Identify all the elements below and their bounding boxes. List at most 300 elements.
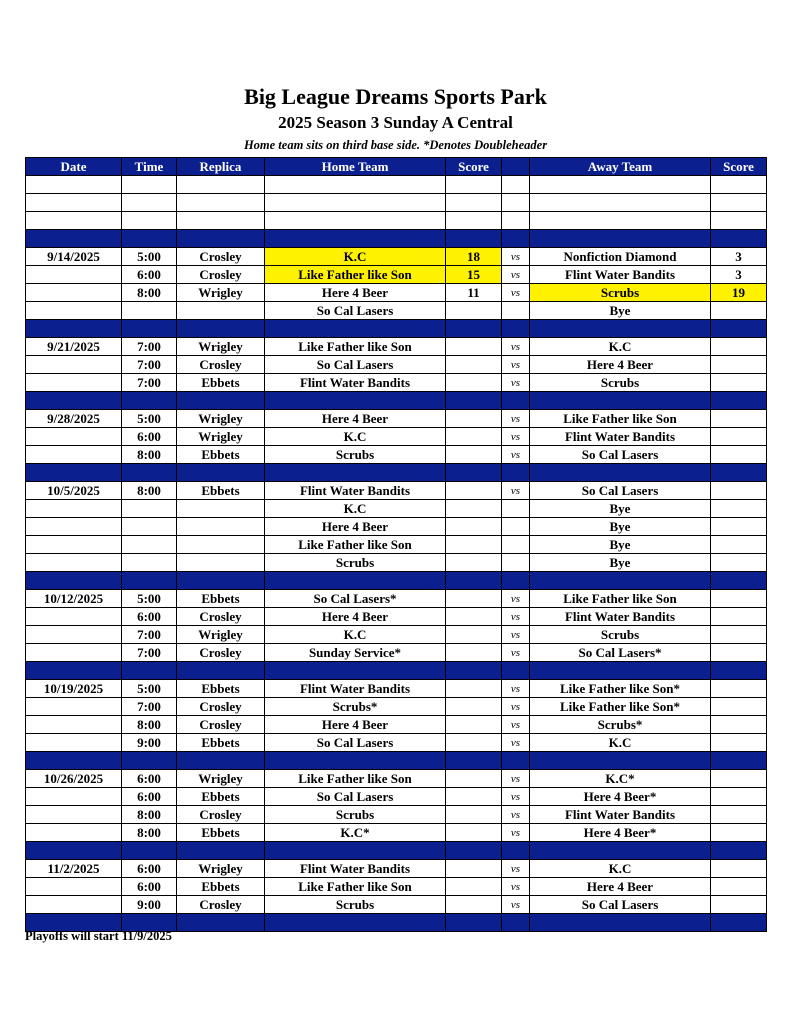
home-score-cell <box>446 374 502 392</box>
separator-cell <box>26 320 122 338</box>
game-row <box>26 302 767 320</box>
replica-cell <box>177 500 265 518</box>
col-home-team: Home Team <box>265 158 446 176</box>
vs-cell <box>502 500 530 518</box>
replica-cell: Ebbets <box>177 590 265 608</box>
home-score-cell <box>446 176 502 194</box>
separator-cell <box>122 230 177 248</box>
home-score-cell: 11 <box>446 284 502 302</box>
home-team-cell: Flint Water Bandits <box>265 680 446 698</box>
away-team-cell: Bye <box>530 500 711 518</box>
away-score-cell <box>711 716 767 734</box>
time-cell: 7:00 <box>122 698 177 716</box>
date-cell <box>26 806 122 824</box>
home-score-cell <box>446 806 502 824</box>
game-row <box>26 500 767 518</box>
home-team-cell <box>265 176 446 194</box>
week-separator <box>26 662 767 680</box>
replica-cell: Wrigley <box>177 338 265 356</box>
home-score-cell <box>446 590 502 608</box>
vs-cell: vs <box>502 266 530 284</box>
week-separator <box>26 464 767 482</box>
vs-cell: vs <box>502 410 530 428</box>
away-score-cell <box>711 644 767 662</box>
replica-cell: Wrigley <box>177 860 265 878</box>
separator-cell <box>265 320 446 338</box>
away-team-cell: Here 4 Beer* <box>530 788 711 806</box>
date-cell <box>26 734 122 752</box>
replica-cell: Ebbets <box>177 446 265 464</box>
vs-cell: vs <box>502 608 530 626</box>
away-team-cell: Nonfiction Diamond <box>530 248 711 266</box>
separator-cell <box>711 662 767 680</box>
date-cell <box>26 896 122 914</box>
vs-cell: vs <box>502 770 530 788</box>
away-team-cell: Bye <box>530 536 711 554</box>
time-cell <box>122 554 177 572</box>
vs-cell <box>502 554 530 572</box>
away-team-cell: Flint Water Bandits <box>530 608 711 626</box>
separator-cell <box>502 572 530 590</box>
separator-cell <box>502 914 530 932</box>
time-cell: 6:00 <box>122 428 177 446</box>
home-score-cell <box>446 860 502 878</box>
time-cell <box>122 176 177 194</box>
separator-cell <box>122 572 177 590</box>
separator-cell <box>122 464 177 482</box>
home-score-cell: 15 <box>446 266 502 284</box>
replica-cell: Crosley <box>177 356 265 374</box>
home-team-cell: Scrubs <box>265 896 446 914</box>
time-cell: 8:00 <box>122 284 177 302</box>
away-score-cell <box>711 860 767 878</box>
vs-cell: vs <box>502 806 530 824</box>
blank-row <box>26 212 767 230</box>
home-score-cell <box>446 644 502 662</box>
week-separator <box>26 752 767 770</box>
separator-cell <box>711 914 767 932</box>
vs-cell: vs <box>502 590 530 608</box>
replica-cell: Wrigley <box>177 410 265 428</box>
week-separator <box>26 842 767 860</box>
week-separator <box>26 572 767 590</box>
home-team-cell: So Cal Lasers <box>265 734 446 752</box>
away-team-cell: Flint Water Bandits <box>530 428 711 446</box>
blank-row <box>26 176 767 194</box>
separator-cell <box>177 572 265 590</box>
home-score-cell <box>446 428 502 446</box>
home-team-cell: K.C <box>265 248 446 266</box>
away-team-cell <box>530 176 711 194</box>
date-cell <box>26 626 122 644</box>
separator-cell <box>446 842 502 860</box>
separator-cell <box>177 230 265 248</box>
separator-cell <box>177 752 265 770</box>
game-row <box>26 284 767 302</box>
home-score-cell <box>446 788 502 806</box>
col-away-team: Away Team <box>530 158 711 176</box>
replica-cell: Crosley <box>177 608 265 626</box>
separator-cell <box>446 914 502 932</box>
replica-cell: Crosley <box>177 248 265 266</box>
home-team-cell: Like Father like Son <box>265 770 446 788</box>
separator-cell <box>177 662 265 680</box>
date-cell <box>26 446 122 464</box>
away-score-cell <box>711 194 767 212</box>
away-score-cell <box>711 500 767 518</box>
vs-cell: vs <box>502 374 530 392</box>
game-row <box>26 518 767 536</box>
date-cell <box>26 374 122 392</box>
game-row <box>26 590 767 608</box>
separator-cell <box>446 752 502 770</box>
date-cell: 10/12/2025 <box>26 590 122 608</box>
away-team-cell: Like Father like Son <box>530 590 711 608</box>
home-team-cell: Here 4 Beer <box>265 284 446 302</box>
col-away-score: Score <box>711 158 767 176</box>
home-team-cell: K.C <box>265 500 446 518</box>
away-team-cell: So Cal Lasers <box>530 446 711 464</box>
game-row <box>26 716 767 734</box>
separator-cell <box>265 230 446 248</box>
separator-cell <box>177 320 265 338</box>
home-team-cell: Here 4 Beer <box>265 608 446 626</box>
home-team-cell: Flint Water Bandits <box>265 374 446 392</box>
game-row <box>26 410 767 428</box>
game-row <box>26 878 767 896</box>
replica-cell <box>177 518 265 536</box>
time-cell: 6:00 <box>122 878 177 896</box>
home-score-cell <box>446 878 502 896</box>
separator-cell <box>711 320 767 338</box>
vs-cell: vs <box>502 446 530 464</box>
separator-cell <box>530 662 711 680</box>
away-team-cell: K.C <box>530 860 711 878</box>
away-team-cell: Scrubs <box>530 374 711 392</box>
separator-cell <box>530 842 711 860</box>
date-cell: 10/5/2025 <box>26 482 122 500</box>
separator-cell <box>530 572 711 590</box>
separator-cell <box>177 464 265 482</box>
away-team-cell: Like Father like Son* <box>530 680 711 698</box>
replica-cell: Ebbets <box>177 878 265 896</box>
separator-cell <box>446 662 502 680</box>
replica-cell: Ebbets <box>177 824 265 842</box>
home-team-cell: Here 4 Beer <box>265 518 446 536</box>
time-cell <box>122 212 177 230</box>
away-score-cell <box>711 824 767 842</box>
separator-cell <box>122 662 177 680</box>
game-row <box>26 554 767 572</box>
date-cell <box>26 212 122 230</box>
vs-cell: vs <box>502 878 530 896</box>
home-team-cell: K.C* <box>265 824 446 842</box>
game-row <box>26 338 767 356</box>
home-score-cell <box>446 536 502 554</box>
replica-cell: Ebbets <box>177 680 265 698</box>
separator-cell <box>502 230 530 248</box>
vs-cell <box>502 194 530 212</box>
separator-cell <box>502 320 530 338</box>
home-team-cell <box>265 212 446 230</box>
date-cell <box>26 554 122 572</box>
game-row <box>26 536 767 554</box>
home-score-cell <box>446 518 502 536</box>
away-score-cell <box>711 896 767 914</box>
home-team-cell: Flint Water Bandits <box>265 860 446 878</box>
away-team-cell: Like Father like Son <box>530 410 711 428</box>
game-row <box>26 644 767 662</box>
home-team-cell: Scrubs <box>265 554 446 572</box>
separator-cell <box>177 392 265 410</box>
away-team-cell <box>530 212 711 230</box>
vs-cell: vs <box>502 644 530 662</box>
home-score-cell <box>446 338 502 356</box>
home-team-cell: Here 4 Beer <box>265 716 446 734</box>
separator-cell <box>502 752 530 770</box>
replica-cell: Ebbets <box>177 788 265 806</box>
date-cell <box>26 302 122 320</box>
time-cell: 5:00 <box>122 680 177 698</box>
away-score-cell: 3 <box>711 266 767 284</box>
separator-cell <box>530 752 711 770</box>
vs-cell: vs <box>502 338 530 356</box>
time-cell <box>122 500 177 518</box>
time-cell: 7:00 <box>122 626 177 644</box>
vs-cell: vs <box>502 356 530 374</box>
page-subtitle: 2025 Season 3 Sunday A Central <box>278 113 513 132</box>
away-score-cell <box>711 590 767 608</box>
time-cell: 5:00 <box>122 590 177 608</box>
separator-cell <box>530 230 711 248</box>
vs-cell: vs <box>502 482 530 500</box>
home-score-cell <box>446 410 502 428</box>
away-score-cell <box>711 770 767 788</box>
home-team-cell: Like Father like Son <box>265 878 446 896</box>
replica-cell <box>177 176 265 194</box>
time-cell: 8:00 <box>122 482 177 500</box>
separator-cell <box>530 914 711 932</box>
game-row <box>26 698 767 716</box>
separator-cell <box>502 464 530 482</box>
home-score-cell <box>446 896 502 914</box>
home-team-cell: Scrubs <box>265 446 446 464</box>
date-cell: 10/19/2025 <box>26 680 122 698</box>
away-score-cell: 3 <box>711 248 767 266</box>
away-team-cell: So Cal Lasers <box>530 482 711 500</box>
replica-cell <box>177 536 265 554</box>
replica-cell <box>177 554 265 572</box>
away-score-cell <box>711 536 767 554</box>
separator-cell <box>26 842 122 860</box>
date-cell: 10/26/2025 <box>26 770 122 788</box>
game-row <box>26 806 767 824</box>
away-score-cell <box>711 554 767 572</box>
home-score-cell <box>446 770 502 788</box>
away-score-cell: 19 <box>711 284 767 302</box>
game-row <box>26 374 767 392</box>
away-score-cell <box>711 608 767 626</box>
home-team-cell: Sunday Service* <box>265 644 446 662</box>
away-score-cell <box>711 482 767 500</box>
time-cell: 6:00 <box>122 266 177 284</box>
home-score-cell <box>446 698 502 716</box>
time-cell: 8:00 <box>122 446 177 464</box>
replica-cell: Ebbets <box>177 482 265 500</box>
vs-cell: vs <box>502 860 530 878</box>
away-team-cell: Here 4 Beer* <box>530 824 711 842</box>
home-score-cell <box>446 824 502 842</box>
date-cell <box>26 698 122 716</box>
game-row <box>26 680 767 698</box>
time-cell: 7:00 <box>122 374 177 392</box>
away-team-cell: So Cal Lasers <box>530 896 711 914</box>
date-cell <box>26 284 122 302</box>
vs-cell: vs <box>502 734 530 752</box>
time-cell: 6:00 <box>122 860 177 878</box>
week-separator <box>26 320 767 338</box>
home-team-cell: Here 4 Beer <box>265 410 446 428</box>
col-home-score: Score <box>446 158 502 176</box>
home-score-cell <box>446 302 502 320</box>
time-cell: 7:00 <box>122 356 177 374</box>
separator-cell <box>26 230 122 248</box>
replica-cell: Ebbets <box>177 374 265 392</box>
separator-cell <box>446 392 502 410</box>
replica-cell <box>177 302 265 320</box>
date-cell <box>26 788 122 806</box>
blank-row <box>26 194 767 212</box>
col-replica: Replica <box>177 158 265 176</box>
game-row <box>26 266 767 284</box>
separator-cell <box>122 752 177 770</box>
date-cell <box>26 428 122 446</box>
replica-cell: Crosley <box>177 806 265 824</box>
home-score-cell <box>446 194 502 212</box>
separator-cell <box>446 464 502 482</box>
time-cell: 6:00 <box>122 608 177 626</box>
replica-cell: Crosley <box>177 644 265 662</box>
separator-cell <box>446 572 502 590</box>
page-title: Big League Dreams Sports Park <box>244 84 547 109</box>
away-team-cell: Flint Water Bandits <box>530 266 711 284</box>
separator-cell <box>446 230 502 248</box>
date-cell: 9/28/2025 <box>26 410 122 428</box>
separator-cell <box>502 842 530 860</box>
schedule-table <box>25 157 767 932</box>
separator-cell <box>530 464 711 482</box>
separator-cell <box>711 572 767 590</box>
time-cell: 7:00 <box>122 644 177 662</box>
away-team-cell: Here 4 Beer <box>530 356 711 374</box>
home-score-cell: 18 <box>446 248 502 266</box>
separator-cell <box>446 320 502 338</box>
away-score-cell <box>711 338 767 356</box>
home-score-cell <box>446 446 502 464</box>
vs-cell: vs <box>502 788 530 806</box>
replica-cell: Crosley <box>177 716 265 734</box>
vs-cell: vs <box>502 284 530 302</box>
home-team-cell: K.C <box>265 428 446 446</box>
game-row <box>26 788 767 806</box>
col-vs <box>502 158 530 176</box>
away-score-cell <box>711 734 767 752</box>
away-score-cell <box>711 680 767 698</box>
separator-cell <box>122 392 177 410</box>
game-row <box>26 356 767 374</box>
away-score-cell <box>711 410 767 428</box>
home-score-cell <box>446 554 502 572</box>
game-row <box>26 626 767 644</box>
game-row <box>26 896 767 914</box>
date-cell <box>26 176 122 194</box>
separator-cell <box>502 392 530 410</box>
time-cell <box>122 194 177 212</box>
replica-cell: Wrigley <box>177 770 265 788</box>
away-score-cell <box>711 374 767 392</box>
vs-cell <box>502 302 530 320</box>
home-score-cell <box>446 626 502 644</box>
game-row <box>26 608 767 626</box>
replica-cell: Wrigley <box>177 284 265 302</box>
vs-cell: vs <box>502 896 530 914</box>
separator-cell <box>711 392 767 410</box>
date-cell <box>26 194 122 212</box>
away-score-cell <box>711 176 767 194</box>
time-cell: 5:00 <box>122 248 177 266</box>
separator-cell <box>530 320 711 338</box>
home-team-cell: Like Father like Son <box>265 338 446 356</box>
home-team-cell: So Cal Lasers <box>265 788 446 806</box>
separator-cell <box>265 464 446 482</box>
vs-cell: vs <box>502 698 530 716</box>
date-cell <box>26 824 122 842</box>
date-cell <box>26 518 122 536</box>
replica-cell: Crosley <box>177 266 265 284</box>
vs-cell <box>502 536 530 554</box>
separator-cell <box>502 662 530 680</box>
game-row <box>26 482 767 500</box>
vs-cell <box>502 176 530 194</box>
replica-cell: Ebbets <box>177 734 265 752</box>
time-cell: 8:00 <box>122 716 177 734</box>
separator-cell <box>177 842 265 860</box>
vs-cell: vs <box>502 248 530 266</box>
footer-note: Playoffs will start 11/9/2025 <box>25 929 172 943</box>
away-team-cell: K.C <box>530 734 711 752</box>
home-score-cell <box>446 716 502 734</box>
date-cell <box>26 716 122 734</box>
separator-cell <box>265 662 446 680</box>
time-cell: 8:00 <box>122 806 177 824</box>
date-cell <box>26 608 122 626</box>
away-score-cell <box>711 446 767 464</box>
away-score-cell <box>711 518 767 536</box>
date-cell <box>26 500 122 518</box>
separator-cell <box>711 464 767 482</box>
time-cell: 6:00 <box>122 770 177 788</box>
home-score-cell <box>446 608 502 626</box>
game-row <box>26 248 767 266</box>
away-score-cell <box>711 878 767 896</box>
home-score-cell <box>446 212 502 230</box>
home-score-cell <box>446 680 502 698</box>
date-cell <box>26 878 122 896</box>
time-cell <box>122 518 177 536</box>
replica-cell: Wrigley <box>177 626 265 644</box>
away-team-cell: So Cal Lasers* <box>530 644 711 662</box>
week-separator <box>26 392 767 410</box>
